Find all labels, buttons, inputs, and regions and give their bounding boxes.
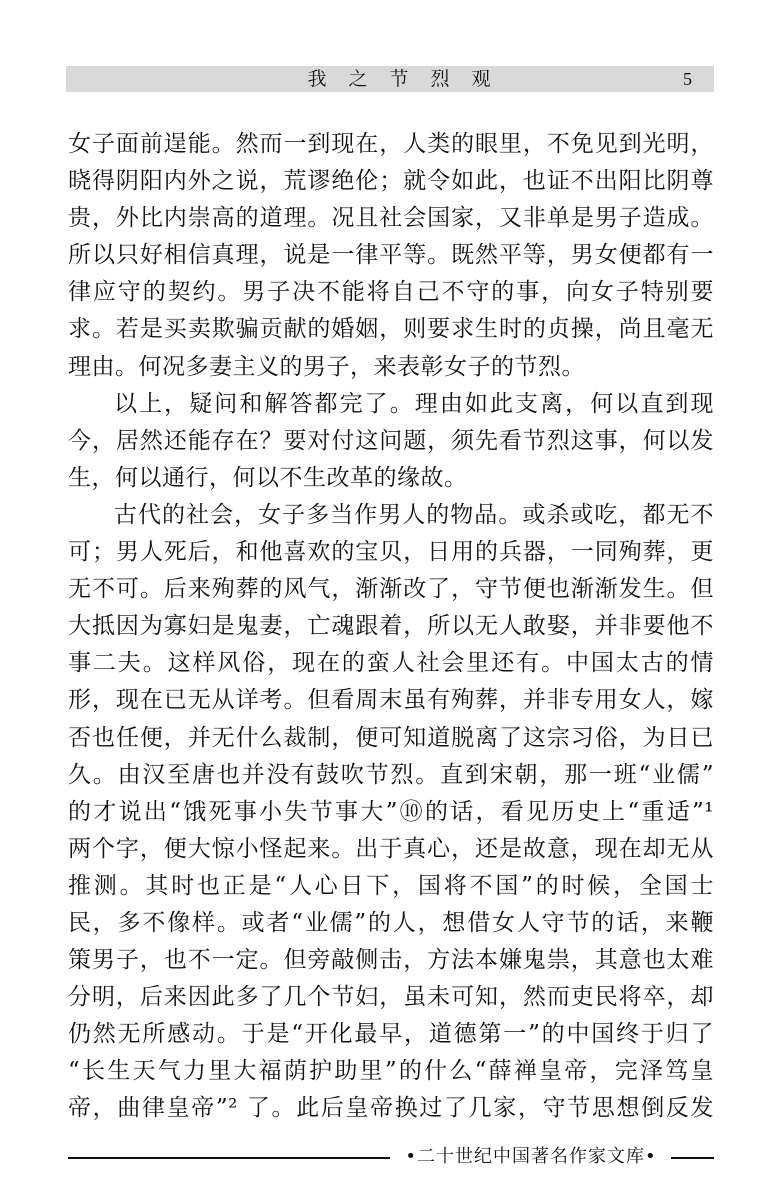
- text-line: 所以只好相信真理，说是一律平等。既然平等，男女便都有一: [68, 242, 714, 269]
- text-line: 否也任便，并无什么裁制，便可知道脱离了这宗习俗，为日已: [68, 724, 714, 751]
- text-line: 策男子，也不一定。但旁敲侧击，方法本嫌鬼祟，其意也太难: [68, 947, 714, 974]
- text-line: 可；男人死后，和他喜欢的宝贝，日用的兵器，一同殉葬，更: [68, 539, 714, 566]
- text-line: 大抵因为寡妇是鬼妻，亡魂跟着，所以无人敢娶，并非要他不: [68, 613, 714, 640]
- text-line: 古代的社会，女子多当作男人的物品。或杀或吃，都无不: [114, 501, 714, 528]
- text-line: 晓得阴阳内外之说，荒谬绝伦；就令如此，也证不出阳比阴尊: [68, 168, 714, 195]
- text-line: 久。由汉至唐也并没有鼓吹节烈。直到宋朝，那一班“业儒”: [68, 761, 714, 788]
- text-line: 的才说出“饿死事小失节事大”⑩的话，看见历史上“重适”¹: [68, 798, 714, 825]
- running-header: [66, 66, 714, 92]
- body-text: [68, 126, 714, 1128]
- text-line: 律应守的契约。男子决不能将自己不守的事，向女子特别要: [68, 279, 714, 306]
- text-line: 生，何以通行，何以不生改革的缘故。: [68, 464, 468, 491]
- text-line: 以上，疑问和解答都完了。理由如此支离，何以直到现: [114, 390, 714, 417]
- text-line: 仍然无所感动。于是“开化最早，道德第一”的中国终于归了: [68, 1021, 714, 1048]
- running-header-title: 我之节烈观: [307, 68, 513, 90]
- footer-rule-right: [671, 1157, 714, 1159]
- text-line: 两个字，便大惊小怪起来。出于真心，还是故意，现在却无从: [68, 835, 714, 862]
- text-line: 贵，外比内崇高的道理。况且社会国家，又非单是男子造成。: [68, 205, 714, 232]
- text-line: 女子面前逞能。然而一到现在，人类的眼里，不免见到光明，: [68, 131, 714, 157]
- text-line: 推测。其时也正是“人心日下，国将不国”的时候，全国士: [68, 872, 714, 899]
- text-line: 理由。何况多妻主义的男子，来表彰女子的节烈。: [68, 353, 585, 380]
- footer-series-name: •二十世纪中国著名作家文库•: [405, 1146, 657, 1167]
- page-number: 5: [683, 69, 692, 89]
- text-line: 求。若是买卖欺骗贡献的婚姻，则要求生时的贞操，尚且毫无: [68, 316, 714, 343]
- text-line: 帝，曲律皇帝”² 了。此后皇帝换过了几家，守节思想倒反发: [68, 1095, 714, 1122]
- text-line: “长生天气力里大福荫护助里”的什么“薛禅皇帝，完泽笃皇: [68, 1058, 714, 1085]
- text-line: 分明，后来因此多了几个节妇，虽未可知，然而吏民将卒，却: [68, 984, 714, 1011]
- text-line: 无不可。后来殉葬的风气，渐渐改了，守节便也渐渐发生。但: [68, 576, 714, 603]
- text-line: 今，居然还能存在？要对付这问题，须先看节烈这事，何以发: [68, 427, 714, 454]
- text-line: 事二夫。这样风俗，现在的蛮人社会里还有。中国太古的情: [68, 650, 714, 677]
- text-line: 民，多不像样。或者“业儒”的人，想借女人守节的话，来鞭: [68, 909, 714, 936]
- footer-rule-left: [68, 1157, 390, 1159]
- text-line: 形，现在已无从详考。但看周末虽有殉葬，并非专用女人，嫁: [68, 687, 714, 714]
